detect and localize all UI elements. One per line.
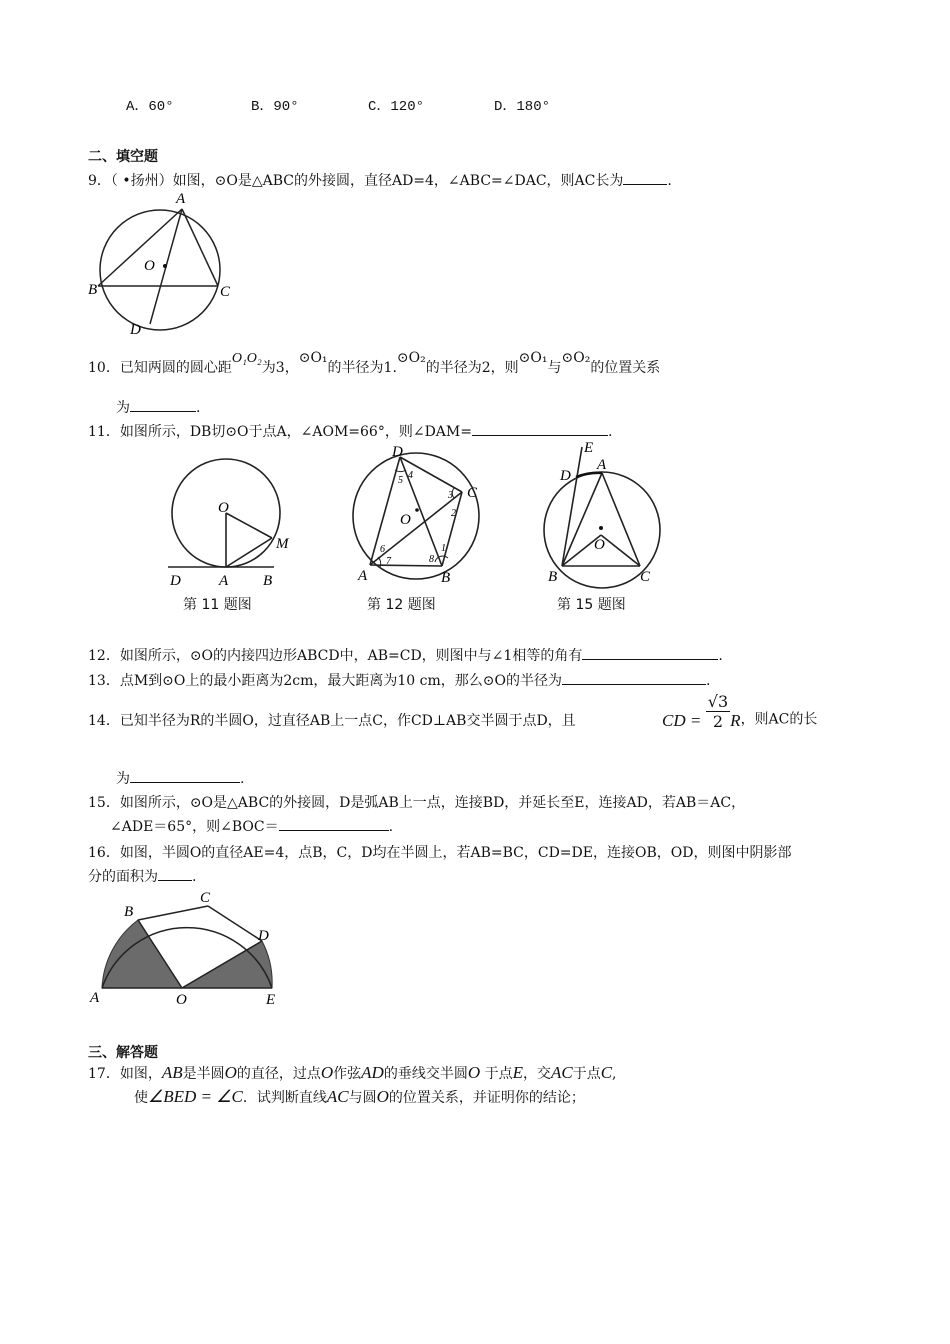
angle-1: 1	[441, 543, 446, 554]
denominator: 2	[712, 712, 724, 731]
o1o2-symbol: O₁O₂	[231, 351, 262, 366]
q17-text: 是半圆	[182, 1066, 225, 1082]
figure-q9-circle	[86, 188, 246, 340]
period: .	[705, 673, 711, 689]
label-d: D	[258, 928, 269, 944]
label-o: O	[176, 992, 187, 1006]
period: .	[196, 400, 201, 416]
math-ad: AD	[361, 1063, 384, 1082]
numerator: √3	[707, 692, 729, 711]
circle-o1-symbol: ⊙O₁	[518, 350, 548, 366]
angle-8: 8	[429, 554, 434, 565]
label-o: O	[144, 258, 155, 274]
label-b: B	[263, 573, 273, 589]
label-c: C	[220, 284, 231, 300]
q17-text: 使	[134, 1090, 148, 1106]
q17-text: 的垂线交半圆	[383, 1066, 468, 1082]
q14-formula	[662, 692, 818, 748]
period: .	[667, 173, 672, 189]
math-c: C	[600, 1063, 613, 1082]
math-ab: AB	[161, 1063, 183, 1082]
label-e: E	[584, 440, 594, 456]
q10-text-2: 为3，	[261, 360, 299, 376]
question-11-text: 11．如图所示，DB切⊙O于点A，∠AOM=66°，则∠DAM=	[88, 424, 472, 440]
q14-line2-text: 为	[116, 771, 130, 787]
figure-15-caption: 第 15 题图	[557, 597, 626, 613]
q8-option-a: A．60°	[126, 99, 174, 115]
question-16-line1: 16．如图，半圆O的直径AE=4，点B，C，D均在半圆上，若AB=BC，CD=DE，连接OB，OD，则图中阴影部	[88, 845, 792, 861]
label-d: D	[170, 573, 181, 589]
q17-text: 于点	[480, 1066, 513, 1082]
label-a: A	[219, 573, 229, 589]
question-10	[88, 350, 661, 377]
question-12	[88, 645, 723, 665]
answer-blank[interactable]	[158, 868, 192, 881]
period: .	[192, 869, 197, 885]
label-c: C	[467, 485, 478, 501]
figure-11-caption: 第 11 题图	[183, 597, 252, 613]
q17-text: 的直径，过点	[236, 1066, 321, 1082]
q10-text-4: 的半径为2，则	[425, 360, 519, 376]
question-17-line2	[134, 1087, 585, 1107]
label-o: O	[594, 537, 605, 553]
angle-4: 4	[408, 470, 413, 481]
angle-6: 6	[380, 544, 385, 555]
math-o: O	[224, 1063, 237, 1082]
q10-text-5: 与	[547, 360, 562, 376]
q17-text: 于点	[572, 1066, 601, 1082]
q15-line2-text: ∠ADE＝65°，则∠BOC＝	[110, 819, 279, 835]
question-14	[88, 710, 576, 730]
question-9	[88, 170, 672, 190]
question-16-line2	[88, 866, 196, 886]
answer-blank[interactable]	[279, 818, 389, 831]
label-a: A	[597, 457, 607, 473]
figure-q16-semicircle	[86, 884, 286, 1006]
question-9-text: 9．（ •扬州）如图，⊙O是△ABC的外接圆，直径AD=4，∠ABC=∠DAC，则AC长为	[88, 173, 624, 189]
question-13-text: 13．点M到⊙O上的最小距离为2cm，最大距离为10 cm，那么⊙O的半径为	[88, 673, 562, 689]
formula-lhs: CD =	[662, 710, 702, 730]
question-14-line2	[116, 768, 244, 788]
q17-text: ，交	[522, 1066, 551, 1082]
question-15-line2	[110, 816, 393, 836]
answer-blank[interactable]	[130, 770, 240, 783]
q17-text: 作弦	[333, 1066, 362, 1082]
fraction	[706, 692, 730, 731]
q17-text: ,	[612, 1066, 617, 1082]
question-13	[88, 670, 710, 690]
label-a: A	[90, 990, 100, 1006]
q8-option-c: C．120°	[368, 99, 425, 115]
angle-3: 3	[448, 490, 453, 501]
section-title-fill-in: 二、填空题	[88, 149, 158, 165]
figure-q12-inscribed-quad	[340, 440, 490, 590]
q17-text: ．试判断直线	[242, 1090, 327, 1106]
label-m: M	[276, 536, 289, 552]
q14-after-text: ，则AC的长	[740, 711, 818, 728]
math-angle-equation: ∠BED = ∠C	[148, 1087, 243, 1106]
label-c: C	[200, 890, 211, 906]
period: .	[240, 771, 245, 787]
question-17-line1	[88, 1063, 617, 1083]
label-d: D	[392, 444, 403, 460]
period: .	[607, 424, 613, 440]
angle-7: 7	[386, 556, 391, 567]
q10-text-1: 10．已知两圆的圆心距	[88, 360, 232, 376]
question-14-text: 14．已知半径为R的半圆O，过直径AB上一点C，作CD⊥AB交半圆于点D，且	[88, 713, 576, 729]
question-10-line2	[116, 397, 200, 417]
answer-blank[interactable]	[562, 672, 706, 685]
section-title-answer: 三、解答题	[88, 1045, 158, 1061]
label-a: A	[358, 568, 368, 584]
q10-text-6: 的位置关系	[590, 360, 661, 376]
period: .	[718, 648, 723, 664]
label-e: E	[266, 992, 276, 1006]
q10-text-3: 的半径为1.	[327, 360, 397, 376]
math-ac: AC	[550, 1063, 573, 1082]
circle-o2-symbol: ⊙O₂	[396, 350, 426, 366]
q17-text: 17．如图，	[88, 1066, 162, 1082]
figure-q15-circumcircle	[530, 435, 670, 595]
q8-option-d: D．180°	[494, 99, 551, 115]
label-d: D	[130, 322, 141, 338]
label-a: A	[176, 191, 186, 207]
label-o: O	[218, 500, 229, 516]
figure-q11-tangent	[160, 440, 320, 590]
math-o: O	[320, 1063, 334, 1082]
q10-line2-text: 为	[116, 400, 130, 416]
label-b: B	[124, 904, 134, 920]
answer-blank[interactable]	[623, 172, 667, 185]
circle-o1-symbol: ⊙O₁	[298, 350, 328, 366]
label-c: C	[640, 569, 651, 585]
formula-r: R	[730, 710, 741, 730]
math-o: O	[467, 1063, 481, 1082]
q16-line2-text: 分的面积为	[88, 869, 158, 885]
label-b: B	[88, 282, 98, 298]
question-12-text: 12．如图所示，⊙O的内接四边形ABCD中，AB=CD，则图中与∠1相等的角有	[88, 648, 583, 664]
answer-blank[interactable]	[130, 399, 196, 412]
angle-2: 2	[451, 508, 456, 519]
math-o: O	[376, 1087, 389, 1106]
figure-12-caption: 第 12 题图	[367, 597, 436, 613]
q17-text: 的位置关系，并证明你的结论；	[388, 1090, 585, 1106]
answer-blank[interactable]	[582, 647, 718, 660]
q8-option-b: B．90°	[251, 99, 299, 115]
label-o: O	[400, 512, 411, 528]
question-15-line1: 15．如图所示，⊙O是△ABC的外接圆，D是弧AB上一点，连接BD，并延长至E，连接AD，若AB＝AC，	[88, 795, 746, 811]
q17-text: 与圆	[348, 1090, 377, 1106]
label-b: B	[441, 570, 451, 586]
math-e: E	[512, 1063, 523, 1082]
period: .	[388, 819, 394, 835]
circle-o2-symbol: ⊙O₂	[561, 350, 591, 366]
label-b: B	[548, 569, 558, 585]
angle-5: 5	[398, 475, 403, 486]
math-ac: AC	[326, 1087, 349, 1106]
label-d: D	[560, 468, 571, 484]
